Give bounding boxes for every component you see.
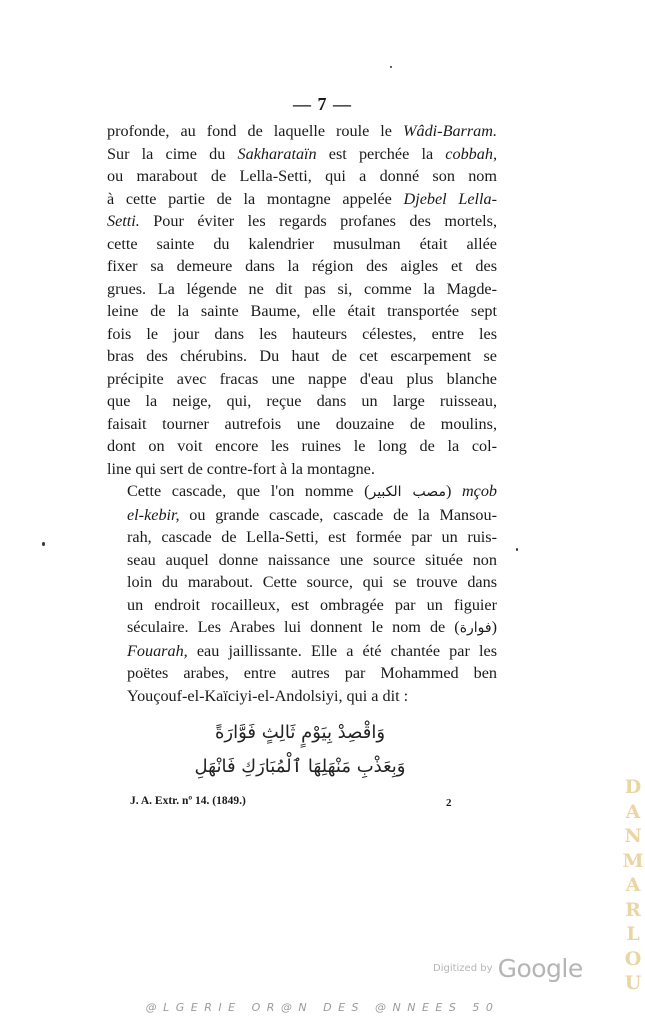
text-fragment: Wâdi-Barram.: [403, 122, 497, 140]
text-fragment: ): [445, 482, 462, 500]
ink-speck: [42, 542, 45, 546]
text-fragment: précipite avec fracas une nappe d'eau plus blanche: [107, 369, 497, 388]
text-fragment: Pour éviter les regards profanes des mortels,: [139, 212, 497, 230]
arabic-verse-line-2: وَبِعَذْبِ مَنْهَلِهَا ٱلْمُبَارَكِ فَانْهَلِ: [194, 756, 406, 777]
text-fragment: Cette cascade, que l'on nomme (: [127, 482, 370, 500]
text-line: [107, 188, 497, 211]
text-line: [107, 278, 497, 301]
text-line: [107, 413, 497, 436]
text-fragment: un endroit rocailleux, est ombragée par un figuier: [127, 595, 497, 614]
text-fragment: Fouarah,: [127, 641, 188, 660]
sheet-signature-number: 2: [446, 797, 452, 809]
text-fragment: Sakharataïn: [237, 144, 317, 163]
text-fragment: est perchée la: [316, 144, 446, 163]
text-line: [107, 120, 497, 143]
google-logo: Google: [497, 954, 583, 983]
paragraph-2: [107, 480, 497, 707]
text-fragment: dont on voit encore les ruines le long de la col-: [107, 437, 497, 455]
text-line: [107, 549, 497, 572]
text-fragment: Djebel Lella-: [403, 189, 497, 208]
side-stamp: DANMARLOU: [622, 776, 644, 994]
digitized-by-watermark: [433, 954, 583, 983]
paragraph-1: [107, 120, 497, 480]
bottom-watermark: @LGERIE OR@N DES @NNEES 50: [145, 1001, 500, 1014]
text-line: [107, 640, 497, 663]
text-fragment: rah, cascade de Lella-Setti, est formée par un ruis-: [127, 528, 497, 546]
ink-speck: [390, 66, 392, 68]
text-fragment: seau auquel donne naissance une source située non: [127, 550, 497, 569]
text-line: [107, 210, 497, 233]
ink-speck: [516, 548, 518, 551]
text-fragment: فوارة: [459, 620, 492, 636]
text-fragment: faisait tourner autrefois une douzaine de moulins,: [107, 414, 497, 433]
text-fragment: ): [491, 618, 497, 636]
text-line: [107, 571, 497, 594]
text-line: [107, 345, 497, 368]
text-fragment: profonde, au fond de laquelle roule le: [107, 122, 404, 140]
text-line: [107, 504, 497, 527]
text-fragment: à cette partie de la montagne appelée: [107, 189, 404, 208]
text-fragment: grues. La légende ne dit pas si, comme la Magde-: [107, 279, 497, 298]
footer-reference: J. A. Extr. nº 14. (1849.): [130, 795, 246, 807]
text-line: [107, 300, 497, 323]
text-fragment: ou grande cascade, cascade de la Mansou-: [179, 505, 497, 524]
text-fragment: fois le jour dans les hauteurs célestes, entre les: [107, 324, 497, 343]
text-line: [107, 435, 497, 458]
text-line: [107, 685, 497, 708]
text-line: [107, 368, 497, 391]
text-line: [107, 233, 497, 256]
text-line: [107, 165, 497, 188]
text-fragment: cobbah,: [445, 144, 497, 163]
text-fragment: line qui sert de contre-fort à la montagne.: [107, 459, 375, 478]
text-line: [107, 390, 497, 413]
text-fragment: Sur la cime du: [107, 144, 238, 163]
text-fragment: poëtes arabes, entre autres par Mohammed ben: [127, 664, 497, 682]
text-fragment: cette sainte du kalendrier musulman était allée: [107, 234, 497, 253]
body-text: [107, 120, 497, 707]
text-line: [107, 255, 497, 278]
text-fragment: ou marabout de Lella-Setti, qui a donné son nom: [107, 167, 497, 185]
arabic-verse-line-1: وَاقْصِدْ بِيَوْمٍ ثَالِثٍ فَوَّارَةً: [214, 722, 386, 743]
text-fragment: Youçouf-el-Kaïciyi-el-Andolsiyi, qui a dit :: [127, 686, 409, 705]
text-fragment: que la neige, qui, reçue dans un large ruisseau,: [107, 392, 497, 410]
text-line: [107, 458, 497, 481]
text-fragment: eau jaillissante. Elle a été chantée par les: [187, 641, 497, 660]
text-line: [107, 526, 497, 549]
text-fragment: mçob: [461, 482, 498, 500]
text-line: [107, 143, 497, 166]
digitized-label: Digitized by: [433, 963, 493, 974]
text-line: [107, 662, 497, 685]
text-fragment: bras des chérubins. Du haut de cet escarpement se: [107, 347, 497, 365]
text-fragment: séculaire. Les Arabes lui donnent le nom de (: [127, 618, 460, 636]
text-fragment: Setti.: [107, 212, 140, 230]
text-fragment: leine de la sainte Baume, elle était transportée sept: [107, 302, 497, 320]
text-line: [107, 323, 497, 346]
page-number: — 7 —: [293, 94, 352, 114]
text-fragment: fixer sa demeure dans la région des aigles et des: [107, 257, 497, 275]
text-line: [107, 594, 497, 617]
text-fragment: el-kebir,: [127, 505, 180, 524]
text-fragment: مصب الكبير: [369, 484, 446, 500]
text-line: [107, 480, 497, 504]
text-fragment: loin du marabout. Cette source, qui se trouve dans: [127, 573, 497, 591]
text-line: [107, 616, 497, 640]
